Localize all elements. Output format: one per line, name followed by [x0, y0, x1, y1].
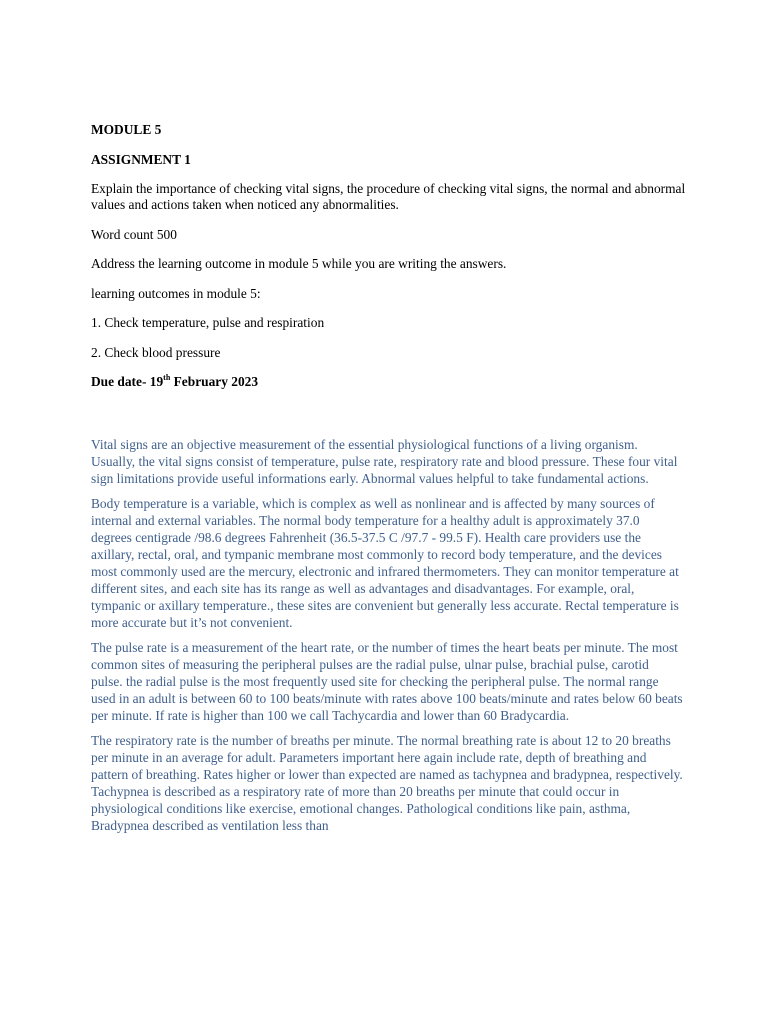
due-date-suffix: February 2023	[170, 374, 259, 389]
outcomes-heading: learning outcomes in module 5:	[91, 285, 261, 301]
assignment-header	[91, 122, 691, 404]
assignment-title: ASSIGNMENT 1	[91, 151, 191, 167]
paragraph-pulse: The pulse rate is a measurement of the heart rate, or the number of times the heart beats per minute. The most common sites of measuring the peripheral pulses are the radial pulse, ulnar pulse, brachial pulse, carotid pulse. the radial pulse is the most frequently used site for checking the peripheral pulse. The normal range used in an adult is between 60 to 100 beats/minute with rates above 100 beats/minute and rates below 60 beats per minute. If rate is higher than 100 we call Tachycardia and lower than 60 Bradycardia.	[91, 639, 683, 723]
essay-body	[91, 437, 683, 843]
due-date-prefix: Due date- 19	[91, 374, 164, 389]
outcome-1: 1. Check temperature, pulse and respiration	[91, 315, 325, 330]
assignment-instruction: Explain the importance of checking vital signs, the procedure of checking vital signs, the normal and abnormal values and actions taken when noticed any abnormalities.	[91, 181, 686, 212]
module-title: MODULE 5	[91, 122, 162, 137]
due-date	[91, 374, 691, 390]
address-note: Address the learning outcome in module 5 while you are writing the answers.	[91, 256, 507, 271]
outcome-2: 2. Check blood pressure	[91, 344, 221, 360]
paragraph-vital-signs: Vital signs are an objective measurement of the essential physiological functions of a living organism. Usually, the vital signs consist of temperature, pulse rate, respiratory rate and blood pressure. These four vital sign limitations provide useful informations early. Abnormal values helpful to take fundamental actions.	[91, 437, 678, 486]
paragraph-temperature: Body temperature is a variable, which is complex as well as nonlinear and is affected by many sources of internal and external variables. The normal body temperature for a healthy adult is approximately 37.0 degrees centigrade /98.6 degrees Fahrenheit (36.5-37.5 C /97.7 - 99.5 F). Health care providers use the axillary, rectal, oral, and tympanic membrane most commonly to record body temperature, and the devices most commonly used are the mercury, electronic and infrared thermometers. They can monitor temperature at different sites, and each site has its range as well as advantages and disadvantages. For example, oral, tympanic or axillary temperature., these sites are convenient but generally less accurate. Rectal temperature is more accurate but it’s not convenient.	[91, 496, 679, 630]
word-count: Word count 500	[91, 226, 177, 242]
paragraph-respiration: The respiratory rate is the number of breaths per minute. The normal breathing rate is about 12 to 20 breaths per minute in an average for adult. Parameters important here again include rate, depth of breathing and pattern of breathing. Rates higher or lower than expected are named as tachypnea and bradypnea, respectively. Tachypnea is described as a respiratory rate of more than 20 breaths per minute that could occur in physiological conditions like exercise, emotional changes. Pathological conditions like pain, asthma, Bradypnea described as ventilation less than	[91, 733, 683, 833]
due-date-ordinal: th	[163, 372, 171, 382]
